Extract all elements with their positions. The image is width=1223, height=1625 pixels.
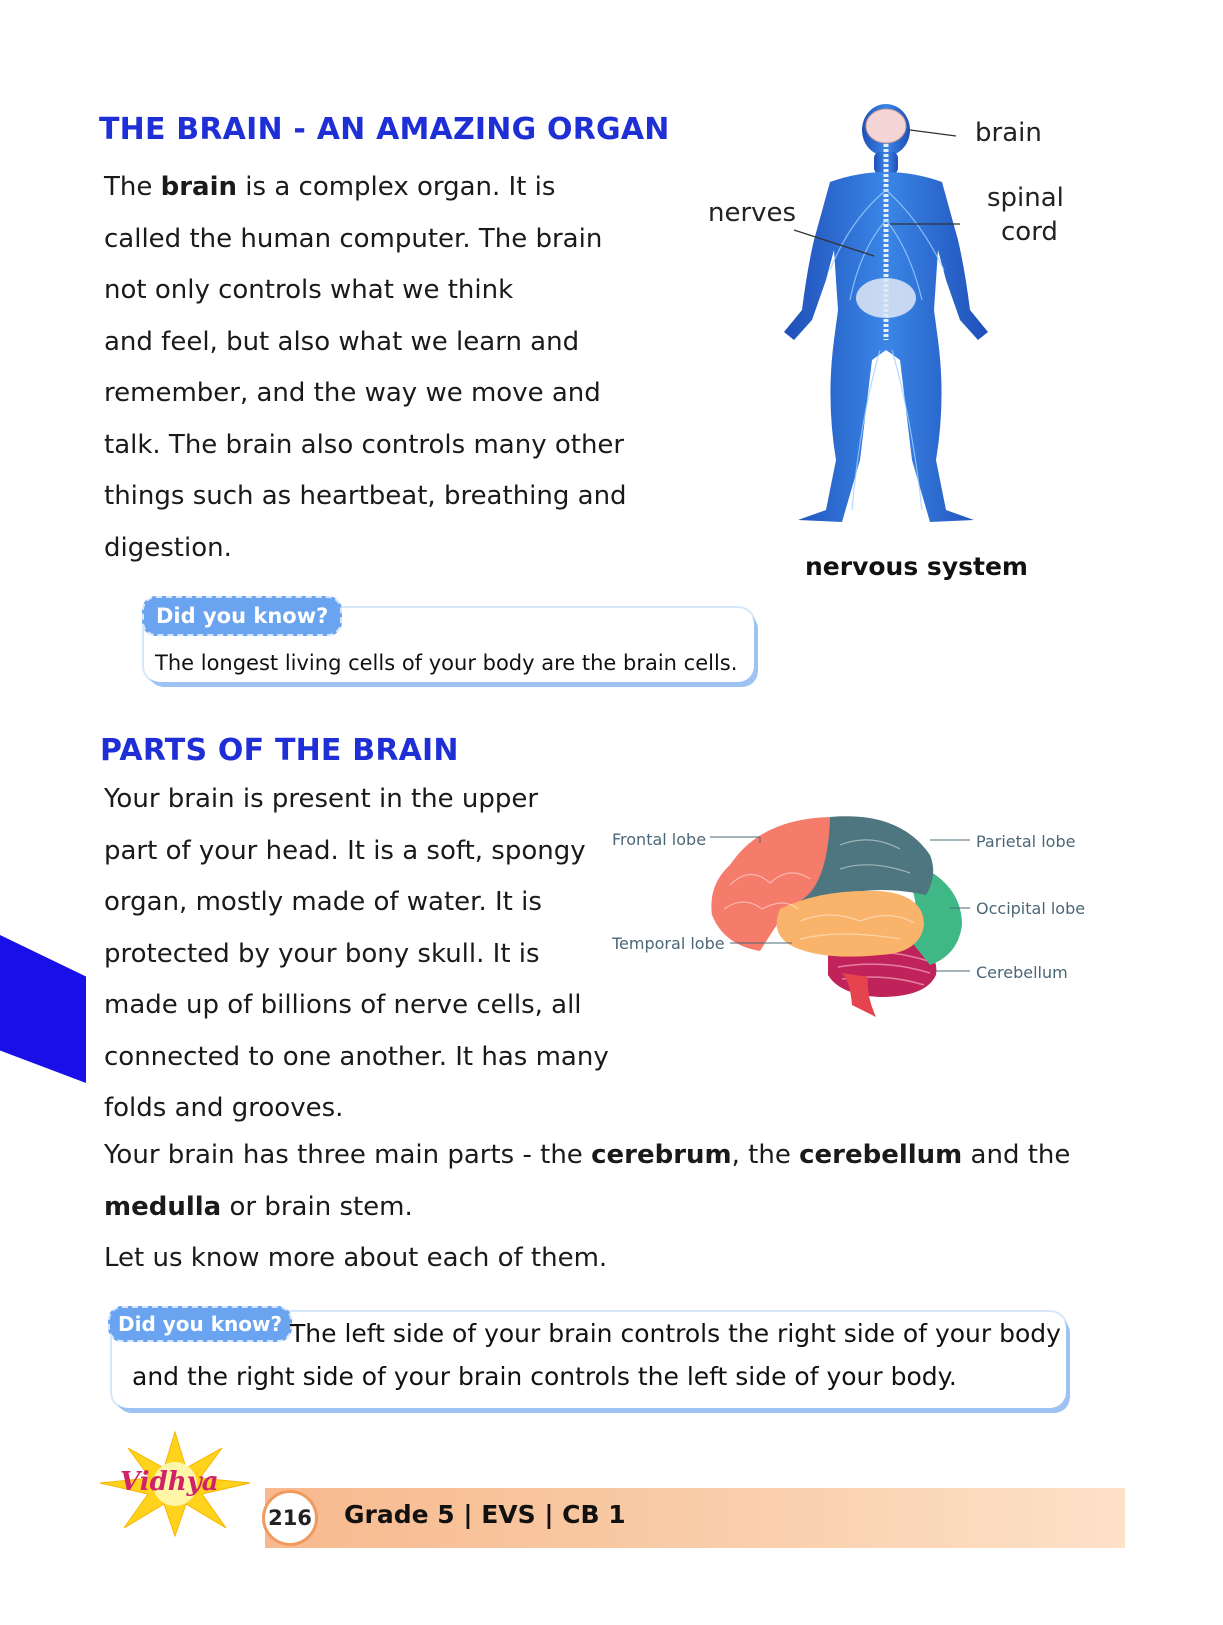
did-you-know-text: The longest living cells of your body are the brain cells. — [155, 651, 738, 675]
para-line: and feel, but also what we learn and — [104, 326, 580, 357]
para-line: connected to one another. It has many — [104, 1041, 609, 1072]
para-line: things such as heartbeat, breathing and — [104, 481, 627, 511]
label-nerves: nerves — [708, 198, 797, 228]
did-you-know-text-line2: and the right side of your brain controls the left side of your body. — [132, 1362, 957, 1391]
para-line: The brain is a complex organ. It is — [104, 172, 556, 202]
para-line: organ, mostly made of water. It is — [104, 887, 542, 917]
nervous-system-illustration — [760, 100, 1060, 540]
label-temporal-lobe: Temporal lobe — [612, 934, 725, 953]
footer-course-label: Grade 5 | EVS | CB 1 — [344, 1500, 626, 1529]
brain-lobes-illustration — [700, 805, 970, 1025]
para-line: remember, and the way we move and — [104, 378, 601, 408]
para-line: Your brain is present in the upper — [104, 784, 539, 814]
para-line: Your brain has three main parts - the cerebrum, the cerebellum and the — [104, 1140, 1071, 1170]
vidhya-logo-text: Vidhya — [120, 1467, 219, 1497]
did-you-know-tag: Did you know? — [108, 1306, 292, 1342]
label-cord: cord — [1001, 217, 1058, 247]
para-line: protected by your bony skull. It is — [104, 938, 540, 969]
para-line: folds and grooves. — [104, 1093, 344, 1123]
para-line: not only controls what we think — [104, 275, 514, 305]
section-heading-brain: THE BRAIN - AN AMAZING ORGAN — [99, 112, 670, 147]
para-line: called the human computer. The brain — [104, 223, 603, 254]
para-line: talk. The brain also controls many other — [104, 429, 625, 460]
para-line: Let us know more about each of them. — [104, 1243, 608, 1273]
figure-caption-nervous-system: nervous system — [805, 552, 1028, 581]
para-line: medulla or brain stem. — [104, 1191, 413, 1222]
page-number: 216 — [262, 1490, 318, 1546]
brain-parts-paragraph — [104, 774, 664, 1135]
label-occipital-lobe: Occipital lobe — [976, 899, 1086, 918]
label-cerebellum: Cerebellum — [976, 963, 1068, 982]
label-spinal: spinal — [987, 183, 1064, 213]
did-you-know-text-line1: The left side of your brain controls the right side of your body — [290, 1319, 1061, 1348]
para-line: digestion. — [104, 532, 232, 563]
brain-icon — [866, 109, 906, 143]
brain-intro-paragraph — [104, 162, 684, 574]
side-tab-decoration — [0, 935, 86, 1083]
section-heading-parts: PARTS OF THE BRAIN — [100, 733, 459, 768]
three-parts-paragraph — [104, 1130, 1114, 1285]
label-frontal-lobe: Frontal lobe — [612, 830, 707, 849]
label-parietal-lobe: Parietal lobe — [976, 832, 1076, 851]
did-you-know-tag: Did you know? — [142, 596, 342, 636]
para-line: part of your head. It is a soft, spongy — [104, 835, 586, 866]
para-line: made up of billions of nerve cells, all — [104, 990, 582, 1020]
label-brain: brain — [975, 118, 1042, 148]
